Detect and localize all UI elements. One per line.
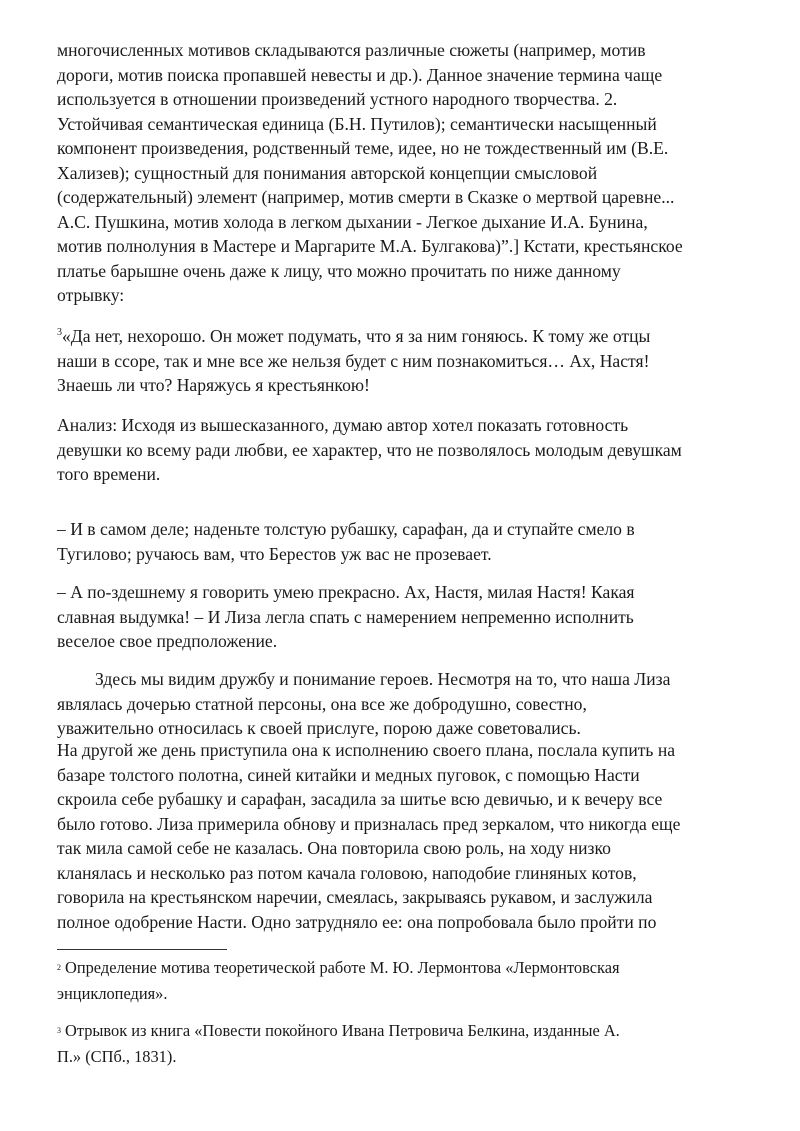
footnote-line [57,1018,747,1044]
text-line: так мила самой себе не казалась. Она повторила свою роль, на ходу низко [57,838,611,858]
paragraph-friendship [57,667,747,741]
text-line: многочисленных мотивов складываются различные сюжеты (например, мотив [57,40,646,60]
text-line: Хализев); сущностный для понимания авторской концепции смысловой [57,162,598,183]
text-line: славная выдумка! – И Лиза легла спать с намерением непременно исполнить [57,606,634,627]
dialog-line-2 [57,580,747,654]
analysis-paragraph [57,413,747,487]
text-line: (содержательный) элемент (например, мотив смерти в Сказке о мертвой царевне... [57,187,675,207]
text-line: являлась дочерью статной персоны, она все же добродушно, совестно, [57,693,587,714]
footnote-line: П.» (СПб., 1831). [57,1047,177,1066]
footnote-number: 2 [57,963,61,972]
text-line: Тугилово; ручаюсь вам, что Берестов уж вас не прозевает. [57,543,492,564]
text-line: того времени. [57,464,161,484]
text-line: На другой же день приступила она к исполнению своего плана, послала купить на [57,740,676,760]
text-line: А.С. Пушкина, мотив холода в легком дыхании - Легкое дыхание И.А. Бунина, [57,211,648,232]
text-line: компонент произведения, родственный теме, идее, но не тождественный им (В.Е. [57,138,669,158]
text-line: уважительно относилась к своей прислуге, порою даже советовались. [57,718,581,738]
text-line: было готово. Лиза примерила обнову и призналась пред зеркалом, что никогда еще [57,813,681,834]
text-line: веселое свое предположение. [57,631,278,651]
text-line: мотив полнолуния в Мастере и Маргарите М.А. Булгакова)”.] Кстати, крестьянское [57,236,683,256]
footnote-line: энциклопедия». [57,984,168,1003]
text-line: отрывку: [57,285,125,305]
footnote-number: 3 [57,1026,61,1035]
text-line: скроила себе рубашку и сарафан, засадила за шитье всю девичью, и к вечеру все [57,789,663,809]
footnote-reference[interactable]: 3 [57,327,62,338]
text-line: наши в ссоре, так и мне все же нельзя будет с ним познакомиться… Ах, Настя! [57,350,650,371]
paragraph-motif-definition [57,38,747,308]
footnote-text: Определение мотива теоретической работе М. Ю. Лермонтова «Лермонтовская [65,958,620,977]
text-line [57,324,747,349]
text-line: девушки ко всему ради любви, ее характер, что не позволялось молодым девушкам [57,439,682,460]
text-line: кланялась и несколько раз потом качала головою, наподобие глиняных котов, [57,862,637,883]
text-line: используется в отношении произведений устного народного творчества. 2. [57,89,618,109]
footnote-line [57,955,747,981]
text-line: Анализ: Исходя из вышесказанного, думаю автор хотел показать готовность [57,415,629,435]
footnote-2 [57,955,747,1007]
text-line: – А по-здешнему я говорить умею прекрасно. Ах, Настя, милая Настя! Какая [57,582,635,602]
text-line: базаре толстого полотна, синей китайки и медных пуговок, с помощью Насти [57,764,640,785]
text-line: дороги, мотив поиска пропавшей невесты и др.). Данное значение термина чаще [57,64,663,85]
text-line: платье барышне очень даже к лицу, что можно прочитать по ниже данному [57,260,621,281]
text-line: Устойчивая семантическая единица (Б.Н. Путилов); семантически насыщенный [57,113,657,134]
footnote-3 [57,1018,747,1070]
text-line: Здесь мы видим дружбу и понимание героев. Несмотря на то, что наша Лиза [95,669,671,689]
quote-block [57,324,747,398]
text-line: полное одобрение Насти. Одно затрудняло ее: она попробовала было пройти по [57,911,657,932]
text-line: говорила на крестьянском наречии, смеялась, закрываясь рукавом, и заслужила [57,887,653,907]
text-line: Знаешь ли что? Наряжусь я крестьянкою! [57,375,370,395]
text-line: – И в самом деле; наденьте толстую рубашку, сарафан, да и ступайте смело в [57,519,635,539]
footnote-text: Отрывок из книга «Повести покойного Ивана Петровича Белкина, изданные А. [65,1021,620,1040]
paragraph-next-day [57,738,747,934]
footnote-separator [57,949,227,950]
quote-line: «Да нет, нехорошо. Он может подумать, что я за ним гоняюсь. К тому же отцы [62,326,651,346]
dialog-line-1 [57,517,747,566]
